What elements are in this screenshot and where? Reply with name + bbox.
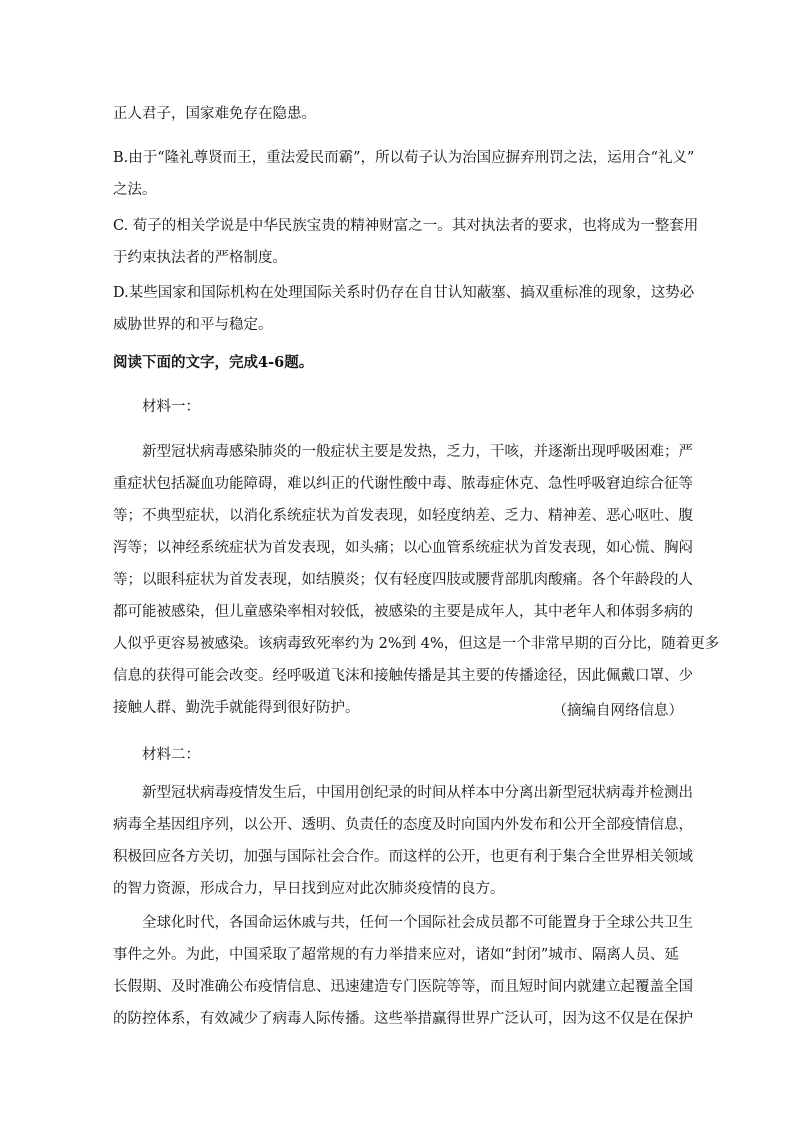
text-line: C. 荀子的相关学说是中华民族宝贵的精神财富之一。其对执法者的要求，也将成为一整套用 (113, 218, 699, 234)
text-line: 泻等；以神经系统症状为首发表现，如头痛；以心血管系统症状为首发表现，如心慌、胸闷 (113, 540, 693, 556)
text-line: 等；以眼科症状为首发表现，如结膜炎；仅有轻度四肢或腰背部肌肉酸痛。各个年龄段的人 (113, 572, 693, 588)
text-line: 病毒全基因组序列，以公开、透明、负责任的态度及时向国内外发布和公开全部疫情信息， (113, 817, 693, 833)
material-two-title: 材料二： (142, 747, 200, 763)
material-one-paragraph (113, 436, 720, 724)
text-line: 威胁世界的和平与稳定。 (113, 317, 273, 333)
option-b (113, 142, 695, 206)
continued-paragraph (113, 98, 683, 130)
text-line: 全球化时代，各国命运休戚与共，任何一个国际社会成员都不可能置身于全球公共卫生 (142, 915, 693, 931)
text-line: 新型冠状病毒疫情发生后，中国用创纪录的时间从样本中分离出新型冠状病毒并检测出 (142, 785, 693, 801)
text-line: 正人君子，国家难免存在隐患。 (113, 106, 316, 122)
option-c (113, 210, 699, 274)
text-line: 事件之外。为此，中国采取了超常规的有力举措来应对，诸如“封闭”城市、隔离人员、延 (113, 947, 679, 963)
material-two-paragraph-2 (113, 907, 693, 1035)
text-line: 于约束执法者的严格制度。 (113, 250, 287, 266)
text-line: 等；不典型症状，以消化系统症状为首发表现，如轻度纳差、乏力、精神差、恶心呕吐、腹 (113, 508, 693, 524)
text-line: 信息的获得可能会改变。经呼吸道飞沫和接触传播是其主要的传播途径，因此佩戴口罩、少 (113, 668, 693, 684)
text-line: 重症状包括凝血功能障碍，难以纠正的代谢性酸中毒、脓毒症休克、急性呼吸窘迫综合征等 (113, 476, 693, 492)
text-line: 新型冠状病毒感染肺炎的一般症状主要是发热，乏力，干咳，并逐渐出现呼吸困难；严 (142, 444, 693, 460)
text-line: B.由于“隆礼尊贤而王，重法爱民而霸”，所以荀子认为治国应摒弃刑罚之法，运用合“礼义” (113, 150, 695, 166)
text-line: 长假期、及时准确公布疫情信息、迅速建造专门医院等等，而且短时间内就建立起覆盖全国 (113, 979, 693, 995)
reading-instruction: 阅读下面的文字，完成4-6题。 (113, 354, 314, 371)
material-one-source: （摘编自网络信息） (552, 703, 683, 719)
material-one-title: 材料一： (142, 399, 200, 415)
text-line: 之法。 (113, 182, 157, 198)
text-line: 的防控体系，有效减少了病毒人际传播。这些举措赢得世界广泛认可，因为这不仅是在保护 (113, 1011, 693, 1027)
material-two-paragraph-1 (113, 777, 693, 905)
text-line: 的智力资源，形成合力，早日找到应对此次肺炎疫情的良方。 (113, 881, 505, 897)
option-d (113, 277, 695, 341)
text-line: 积极回应各方关切，加强与国际社会合作。而这样的公开，也更有利于集合全世界相关领域 (113, 849, 693, 865)
text-line: D.某些国家和国际机构在处理国际关系时仍存在自甘认知蔽塞、搞双重标准的现象，这势必 (113, 285, 695, 301)
text-line: 接触人群、勤洗手就能得到很好防护。 (113, 700, 360, 716)
text-line: 都可能被感染，但儿童感染率相对较低，被感染的主要是成年人，其中老年人和体弱多病的 (113, 604, 693, 620)
text-line: 人似乎更容易被感染。该病毒致死率约为 2%到 4%，但这是一个非常早期的百分比，随着更多 (113, 636, 720, 652)
